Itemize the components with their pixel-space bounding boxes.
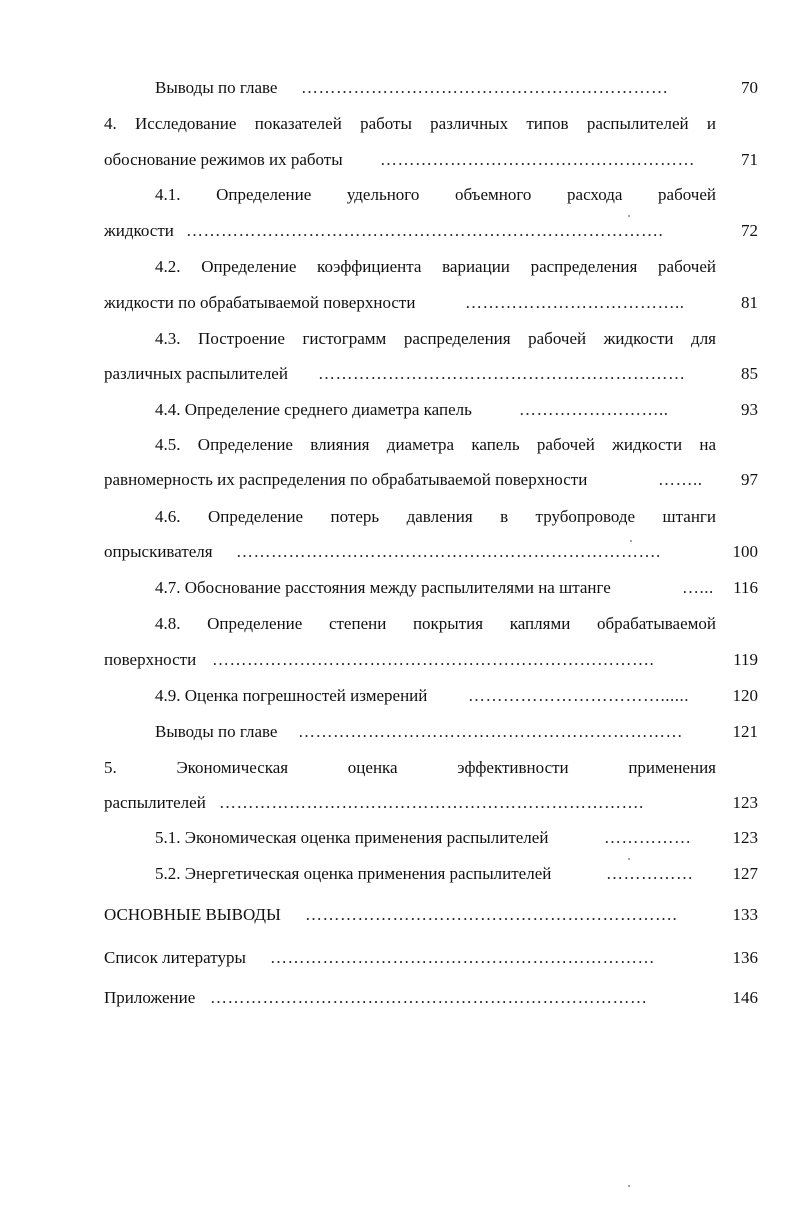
dot-leader: ………………………………………………………………………. bbox=[186, 221, 664, 240]
toc-entry[interactable] bbox=[0, 255, 795, 279]
toc-entry-title: 4.7. Обоснование расстояния между распылителями на штанге bbox=[155, 578, 611, 597]
toc-entry-page: 146 bbox=[732, 988, 758, 1007]
scan-speck bbox=[628, 215, 630, 217]
toc-entry-title: Выводы по главе bbox=[155, 722, 278, 741]
toc-entry-title: 5. Экономическая оценка эффективности применения bbox=[104, 758, 716, 777]
dot-leader: ………………………………………………………………. bbox=[236, 542, 661, 561]
dot-leader: ………………………………………………………. bbox=[305, 905, 678, 924]
toc-entry-title: 4.3. Построение гистограмм распределения рабочей жидкости для bbox=[155, 329, 716, 348]
toc-entry[interactable] bbox=[0, 862, 795, 886]
toc-entry-title: равномерность их распределения по обрабатываемой поверхности bbox=[104, 470, 588, 489]
toc-entry[interactable] bbox=[0, 648, 795, 672]
dot-leader: …………… bbox=[604, 828, 692, 847]
toc-entry[interactable] bbox=[0, 398, 795, 422]
toc-entry-page: 116 bbox=[733, 578, 758, 597]
dot-leader: …………………………………………………………………. bbox=[212, 650, 655, 669]
toc-entry[interactable] bbox=[0, 986, 795, 1010]
toc-entry-title: Приложение bbox=[104, 988, 196, 1007]
scan-speck bbox=[628, 858, 630, 860]
dot-leader: ……………………………………………… bbox=[380, 150, 695, 169]
toc-entry-page: 93 bbox=[741, 400, 758, 419]
toc-entry[interactable] bbox=[0, 148, 795, 172]
dot-leader: …….. bbox=[658, 470, 703, 489]
toc-entry-page: 100 bbox=[732, 542, 758, 561]
toc-entry-page: 136 bbox=[732, 948, 758, 967]
scan-speck bbox=[628, 1185, 630, 1187]
toc-entry[interactable] bbox=[0, 76, 795, 100]
dot-leader: ………………………………………………………………… bbox=[210, 988, 648, 1007]
toc-entry-page: 71 bbox=[741, 150, 758, 169]
dot-leader: …... bbox=[682, 578, 714, 597]
toc-entry-title: распылителей bbox=[104, 793, 206, 812]
toc-entry-page: 85 bbox=[741, 364, 758, 383]
toc-entry-title: 4.1. Определение удельного объемного расхода рабочей bbox=[155, 185, 716, 204]
toc-entry-title: жидкости bbox=[104, 221, 174, 240]
dot-leader: ……………………………….. bbox=[465, 293, 685, 312]
toc-entry[interactable] bbox=[0, 505, 795, 529]
toc-entry[interactable] bbox=[0, 576, 795, 600]
toc-entry[interactable] bbox=[0, 291, 795, 315]
toc-entry[interactable] bbox=[0, 433, 795, 457]
toc-entry[interactable] bbox=[0, 183, 795, 207]
toc-entry-page: 97 bbox=[741, 470, 758, 489]
toc-entry-page: 120 bbox=[732, 686, 758, 705]
dot-leader: …………… bbox=[606, 864, 694, 883]
toc-entry-page: 121 bbox=[732, 722, 758, 741]
dot-leader: …………………….. bbox=[519, 400, 669, 419]
toc-entry-title: ОСНОВНЫЕ ВЫВОДЫ bbox=[104, 905, 281, 924]
toc-entry-title: обоснование режимов их работы bbox=[104, 150, 343, 169]
toc-entry-page: 119 bbox=[733, 650, 758, 669]
toc-entry[interactable] bbox=[0, 327, 795, 351]
toc-entry-title: 5.2. Энергетическая оценка применения распылителей bbox=[155, 864, 552, 883]
dot-leader: ……………………………………………………… bbox=[318, 364, 686, 383]
toc-entry[interactable] bbox=[0, 791, 795, 815]
toc-entry[interactable] bbox=[0, 468, 795, 492]
toc-entry-title: 4.5. Определение влияния диаметра капель рабочей жидкости на bbox=[155, 435, 716, 454]
toc-entry[interactable] bbox=[0, 362, 795, 386]
toc-entry-title: поверхности bbox=[104, 650, 197, 669]
toc-entry-page: 81 bbox=[741, 293, 758, 312]
toc-entry-page: 72 bbox=[741, 221, 758, 240]
dot-leader: ……………………………………………………… bbox=[301, 78, 669, 97]
dot-leader: ………………………………………………………………. bbox=[219, 793, 644, 812]
toc-entry-title: жидкости по обрабатываемой поверхности bbox=[104, 293, 416, 312]
toc-entry-page: 127 bbox=[732, 864, 758, 883]
scan-speck bbox=[630, 540, 632, 542]
toc-entry-title: 4.6. Определение потерь давления в трубопроводе штанги bbox=[155, 507, 716, 526]
toc-entry-title: 4. Исследование показателей работы различных типов распылителей и bbox=[104, 114, 716, 133]
toc-entry[interactable] bbox=[0, 946, 795, 970]
toc-entry[interactable] bbox=[0, 720, 795, 744]
toc-entry-title: Список литературы bbox=[104, 948, 246, 967]
toc-entry[interactable] bbox=[0, 112, 795, 136]
toc-entry-page: 123 bbox=[732, 793, 758, 812]
dot-leader: ………………………………………………………… bbox=[270, 948, 655, 967]
toc-entry[interactable] bbox=[0, 219, 795, 243]
toc-entry-title: 4.8. Определение степени покрытия каплями обрабатываемой bbox=[155, 614, 716, 633]
toc-entry-title: 5.1. Экономическая оценка применения распылителей bbox=[155, 828, 549, 847]
dot-leader: ………………………………………………………… bbox=[298, 722, 683, 741]
toc-entry-page: 123 bbox=[732, 828, 758, 847]
dot-leader: ……………………………...... bbox=[468, 686, 689, 705]
toc-entry-title: различных распылителей bbox=[104, 364, 288, 383]
toc-entry-title: опрыскивателя bbox=[104, 542, 213, 561]
toc-entry-page: 70 bbox=[741, 78, 758, 97]
toc-entry[interactable] bbox=[0, 756, 795, 780]
toc-entry[interactable] bbox=[0, 684, 795, 708]
toc-entry-title: 4.4. Определение среднего диаметра капель bbox=[155, 400, 472, 419]
toc-entry[interactable] bbox=[0, 612, 795, 636]
toc-entry[interactable] bbox=[0, 540, 795, 564]
toc-entry[interactable] bbox=[0, 826, 795, 850]
toc-entry-title: Выводы по главе bbox=[155, 78, 278, 97]
toc-entry-title: 4.9. Оценка погрешностей измерений bbox=[155, 686, 428, 705]
toc-entry-page: 133 bbox=[732, 905, 758, 924]
toc-entry-title: 4.2. Определение коэффициента вариации распределения рабочей bbox=[155, 257, 716, 276]
toc-entry[interactable] bbox=[0, 903, 795, 927]
